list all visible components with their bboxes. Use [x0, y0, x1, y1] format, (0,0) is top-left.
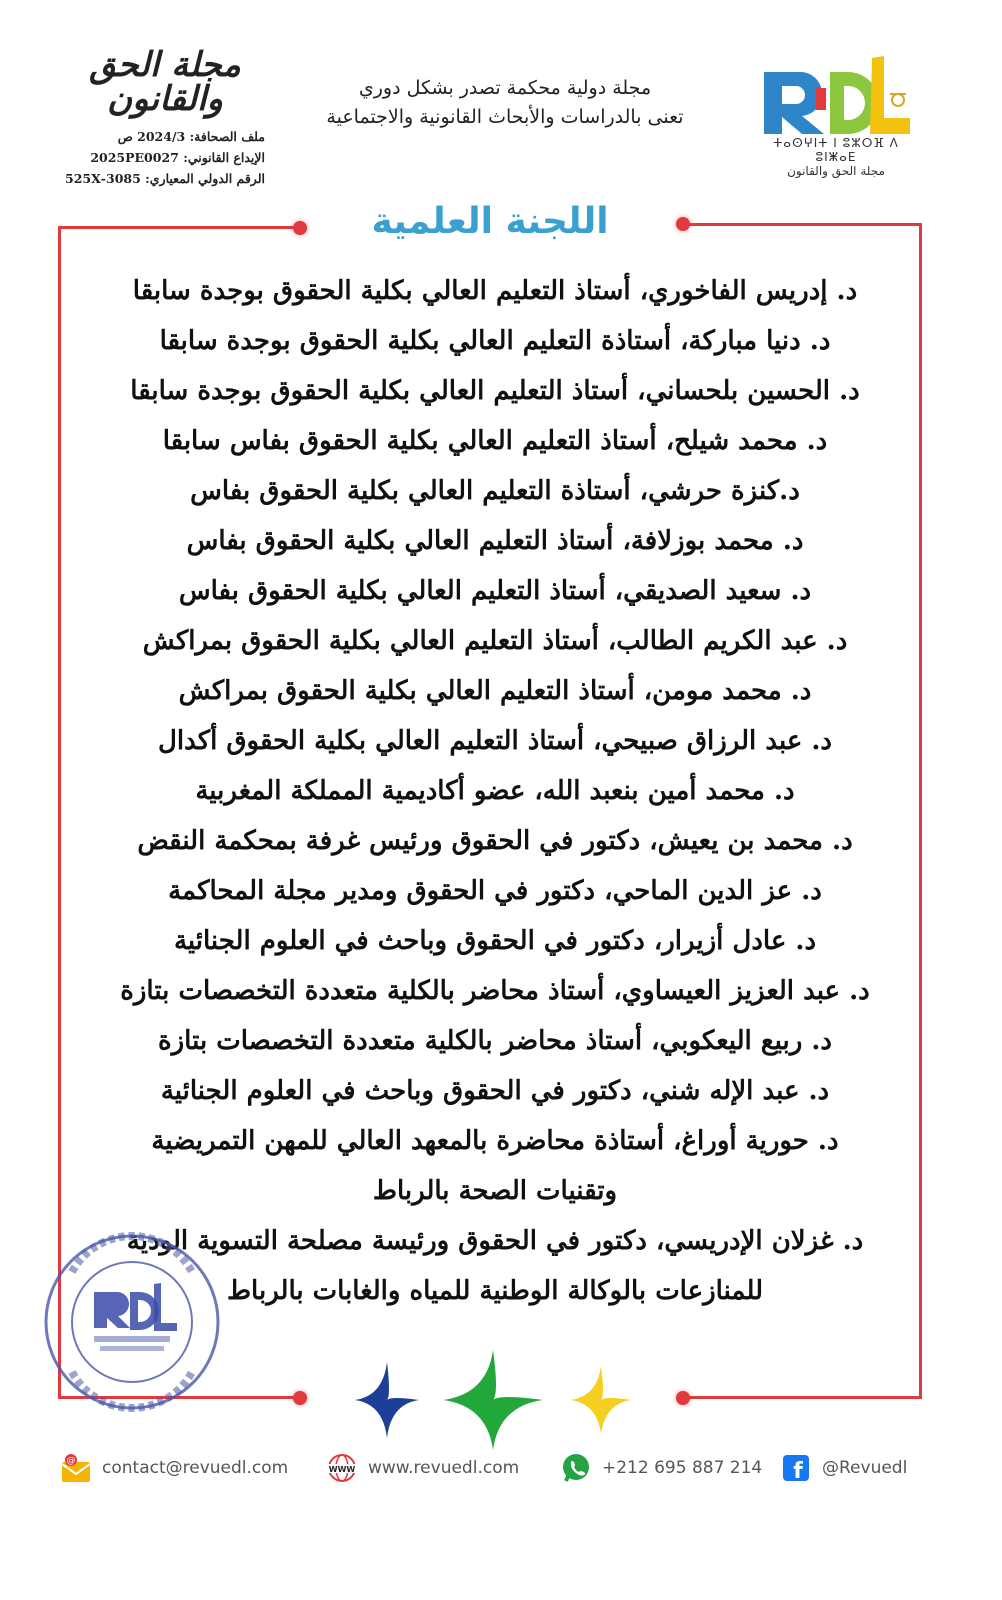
- decorative-stars: [345, 1350, 645, 1450]
- svg-text:@: @: [66, 1456, 76, 1466]
- committee-member-line: د. عبد الرزاق صبيحي، أستاذ التعليم العالي بكلية الحقوق أكدال: [157, 726, 833, 756]
- www-icon: [326, 1452, 358, 1484]
- journal-stamp: [42, 1232, 222, 1412]
- committee-member-line: د. سعيد الصديقي، أستاذ التعليم العالي بكلية الحقوق بفاس: [178, 576, 812, 606]
- committee-member-line: د. حورية أوراغ، أستاذة محاضرة بالمعهد العالي للمهن التمريضية: [151, 1126, 839, 1156]
- frame-dot: [293, 221, 307, 235]
- tagline-line-1: مجلة دولية محكمة تصدر بشكل دوري: [358, 77, 652, 99]
- committee-member-line: د. عز الدين الماحي، دكتور في الحقوق ومدير مجلة المحاكمة: [168, 876, 822, 906]
- star-blue-icon: [355, 1362, 419, 1438]
- email-text: contact@revuedl.com: [102, 1458, 289, 1478]
- committee-member-line: د. عبد الكريم الطالب، أستاذ التعليم العالي بكلية الحقوق بمراكش: [142, 626, 848, 656]
- facebook-text: @Revuedl: [822, 1458, 908, 1478]
- frame-dot: [676, 217, 690, 231]
- committee-member-line: د. محمد بوزلافة، أستاذ التعليم العالي بكلية الحقوق بفاس: [186, 526, 804, 556]
- brand-subtitle: [756, 136, 916, 178]
- footer-phone[interactable]: [560, 1448, 762, 1488]
- facebook-icon: [780, 1452, 812, 1484]
- tagline-line-2: تعنى بالدراسات والأبحاث القانونية والاجتماعية: [326, 106, 684, 128]
- committee-member-line: د.كنزة حرشي، أستاذة التعليم العالي بكلية الحقوق بفاس: [190, 476, 800, 506]
- issn: الرقم الدولي المعياري: 3085-525X: [65, 171, 265, 186]
- journal-meta: [60, 126, 265, 189]
- committee-member-line: د. عبد الإله شني، دكتور في الحقوق وباحث في العلوم الجنائية: [160, 1076, 830, 1106]
- committee-members-list: [90, 266, 900, 1316]
- press-file: ملف الصحافة: 2024/3 ص: [117, 129, 265, 144]
- logo-r-mark: [764, 72, 824, 134]
- brand-arabic: مجلة الحق والقانون: [787, 164, 885, 178]
- frame-top-left: [58, 226, 300, 229]
- committee-member-line: د. محمد شيلح، أستاذ التعليم العالي بكلية الحقوق بفاس سابقا: [162, 426, 828, 456]
- star-yellow-icon: [571, 1366, 631, 1434]
- frame-top-right: [683, 223, 922, 226]
- brand-tifinagh: ⵜⴰⵙⵖⵏⵜ ⵏ ⵓⵣⵔⴼ ⴷ ⵓⵏⵥⴰⴹ: [773, 136, 899, 164]
- frame-right: [919, 223, 922, 1398]
- svg-text:WWW: WWW: [328, 1465, 356, 1474]
- committee-member-line: د. عادل أزيرار، دكتور في الحقوق وباحث في العلوم الجنائية: [173, 926, 817, 956]
- whatsapp-icon: [560, 1452, 592, 1484]
- svg-text:f: f: [793, 1459, 803, 1484]
- committee-member-line: د. إدريس الفاخوري، أستاذ التعليم العالي بكلية الحقوق بوجدة سابقا: [132, 276, 858, 306]
- committee-member-line: د. دنيا مباركة، أستاذة التعليم العالي بكلية الحقوق بوجدة سابقا: [159, 326, 831, 356]
- frame-dot: [293, 1391, 307, 1405]
- footer-email[interactable]: [60, 1448, 288, 1488]
- committee-member-line: د. محمد مومن، أستاذ التعليم العالي بكلية الحقوق بمراكش: [178, 676, 812, 706]
- committee-member-line: د. محمد أمين بنعبد الله، عضو أكاديمية المملكة المغربية: [195, 776, 795, 806]
- committee-member-line: للمنازعات بالوكالة الوطنية للمياه والغابات بالرباط: [226, 1276, 763, 1306]
- footer-website[interactable]: [326, 1448, 519, 1488]
- committee-member-line: د. ربيع اليعكوبي، أستاذ محاضر بالكلية متعددة التخصصات بتازة: [158, 1026, 832, 1056]
- frame-left: [58, 226, 61, 1398]
- phone-text: +212 695 887 214: [602, 1458, 763, 1478]
- star-green-icon: [443, 1350, 543, 1450]
- committee-member-line: د. الحسين بلحساني، أستاذ التعليم العالي بكلية الحقوق بوجدة سابقا: [130, 376, 860, 406]
- frame-dot: [676, 1391, 690, 1405]
- website-text: www.revuedl.com: [368, 1458, 520, 1478]
- journal-tagline: [290, 74, 720, 132]
- legal-deposit: الإيداع القانوني: 2025PE0027: [90, 150, 265, 165]
- logo-red-accent: [816, 88, 826, 110]
- journal-calligraphy-logo: مجلة الحق والقانون: [89, 45, 241, 119]
- committee-member-line: د. عبد العزيز العيساوي، أستاذ محاضر بالكلية متعددة التخصصات بتازة: [120, 976, 870, 1006]
- committee-title: اللجنة العلمية: [371, 201, 609, 242]
- footer-facebook[interactable]: [780, 1448, 907, 1488]
- committee-member-line: د. غزلان الإدريسي، دكتور في الحقوق ورئيسة مصلحة التسوية الودية: [126, 1226, 864, 1256]
- committee-member-line: د. محمد بن يعيش، دكتور في الحقوق ورئيس غرفة بمحكمة النقض: [137, 826, 853, 856]
- email-icon: [60, 1452, 92, 1484]
- committee-member-line: وتقنيات الصحة بالرباط: [372, 1176, 618, 1206]
- frame-bottom-right: [683, 1396, 922, 1399]
